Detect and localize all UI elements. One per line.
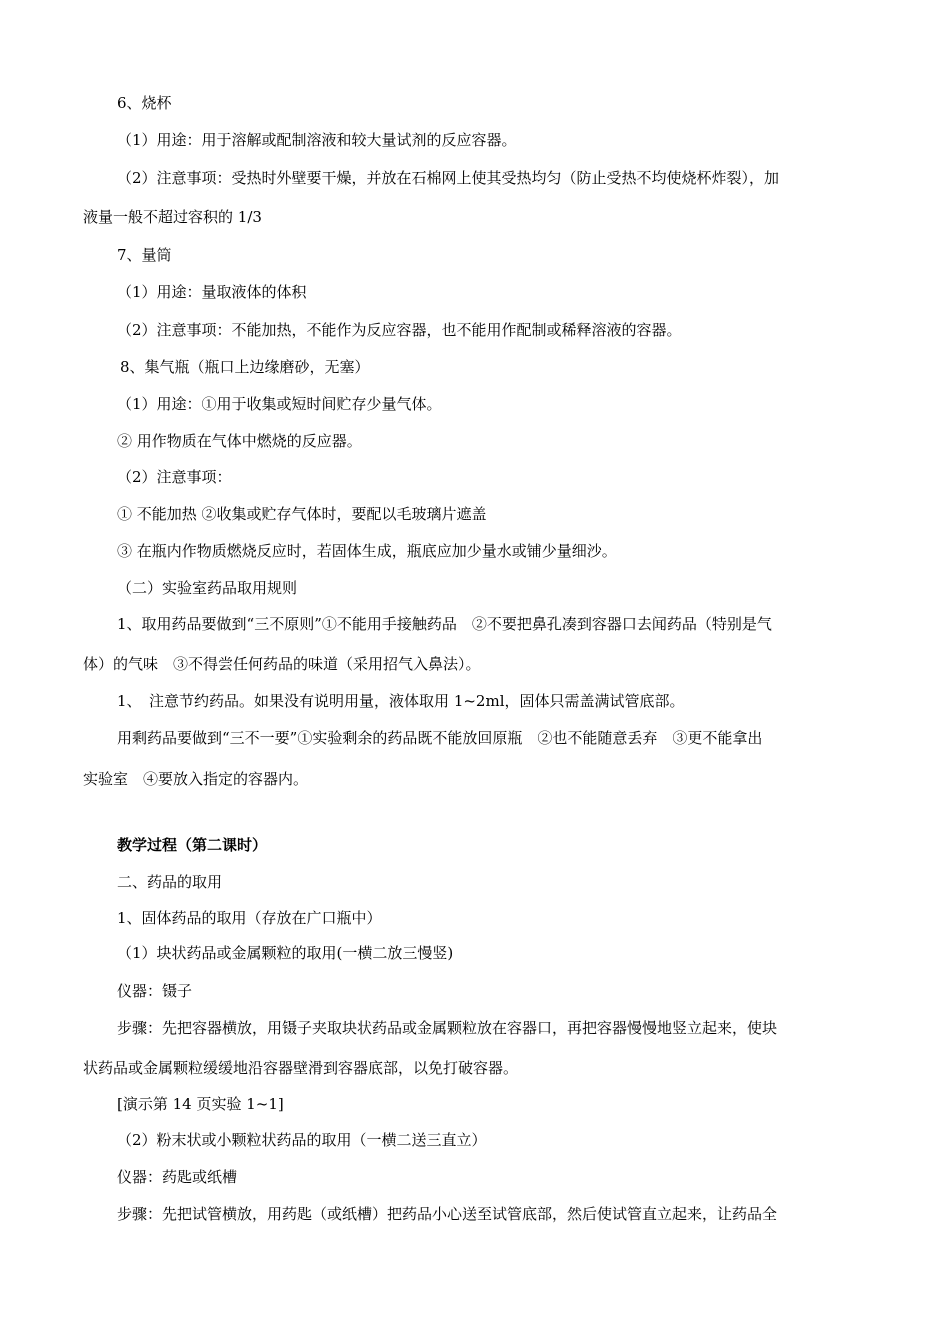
paragraph: ③ 在瓶内作物质燃烧反应时，若固体生成，瓶底应加少量水或铺少量细沙。 xyxy=(117,542,617,560)
paragraph: （1）用途：①用于收集或短时间贮存少量气体。 xyxy=(117,395,442,413)
section-heading: （二）实验室药品取用规则 xyxy=(117,579,298,597)
paragraph: 1、固体药品的取用（存放在广口瓶中） xyxy=(117,909,382,927)
paragraph: （1）用途：用于溶解或配制溶液和较大量试剂的反应容器。 xyxy=(117,131,517,149)
paragraph: ② 用作物质在气体中燃烧的反应器。 xyxy=(117,432,362,450)
paragraph: 1、取用药品要做到“三不原则”①不能用手接触药品 ②不要把鼻孔凑到容器口去闻药品（特别是气 xyxy=(117,615,772,633)
paragraph: （2）注意事项：不能加热，不能作为反应容器，也不能用作配制或稀释溶液的容器。 xyxy=(117,321,682,339)
paragraph: ① 不能加热 ②收集或贮存气体时，要配以毛玻璃片遮盖 xyxy=(117,505,487,523)
paragraph: （1）用途：量取液体的体积 xyxy=(117,283,307,301)
paragraph: 步骤：先把试管横放，用药匙（或纸槽）把药品小心送至试管底部，然后使试管直立起来，让药品全 xyxy=(117,1205,778,1223)
paragraph: [演示第 14 页实验 1~1] xyxy=(117,1095,284,1113)
paragraph: 1、 注意节约药品。如果没有说明用量，液体取用 1~2ml，固体只需盖满试管底部。 xyxy=(117,692,685,710)
heading-beaker: 6、烧杯 xyxy=(117,94,172,112)
paragraph: （2）注意事项： xyxy=(117,468,232,486)
lesson-heading: 教学过程（第二课时） xyxy=(117,836,268,854)
paragraph: 用剩药品要做到“三不一要”①实验剩余的药品既不能放回原瓶 ②也不能随意丢弃 ③更不能拿出 xyxy=(117,729,763,747)
paragraph: 液量一般不超过容积的 1/3 xyxy=(83,208,262,226)
heading-gas-jar: 8、集气瓶（瓶口上边缘磨砂，无塞） xyxy=(120,358,370,376)
paragraph: 仪器：镊子 xyxy=(117,982,193,1000)
paragraph: 仪器：药匙或纸槽 xyxy=(117,1168,238,1186)
paragraph: （2）粉末状或小颗粒状药品的取用（一横二送三直立） xyxy=(117,1131,487,1149)
heading-graduated-cylinder: 7、量筒 xyxy=(117,246,172,264)
paragraph: （2）注意事项：受热时外壁要干燥，并放在石棉网上使其受热均匀（防止受热不均使烧杯炸裂），加 xyxy=(117,169,780,187)
paragraph: （1）块状药品或金属颗粒的取用(一横二放三慢竖) xyxy=(117,944,454,962)
paragraph: 步骤：先把容器横放，用镊子夹取块状药品或金属颗粒放在容器口，再把容器慢慢地竖立起来，使块 xyxy=(117,1019,778,1037)
paragraph: 状药品或金属颗粒缓缓地沿容器壁滑到容器底部，以免打破容器。 xyxy=(83,1059,519,1077)
paragraph: 体）的气味 ③不得尝任何药品的味道（采用招气入鼻法）。 xyxy=(83,655,481,673)
section-heading: 二、药品的取用 xyxy=(117,873,223,891)
paragraph: 实验室 ④要放入指定的容器内。 xyxy=(83,770,309,788)
